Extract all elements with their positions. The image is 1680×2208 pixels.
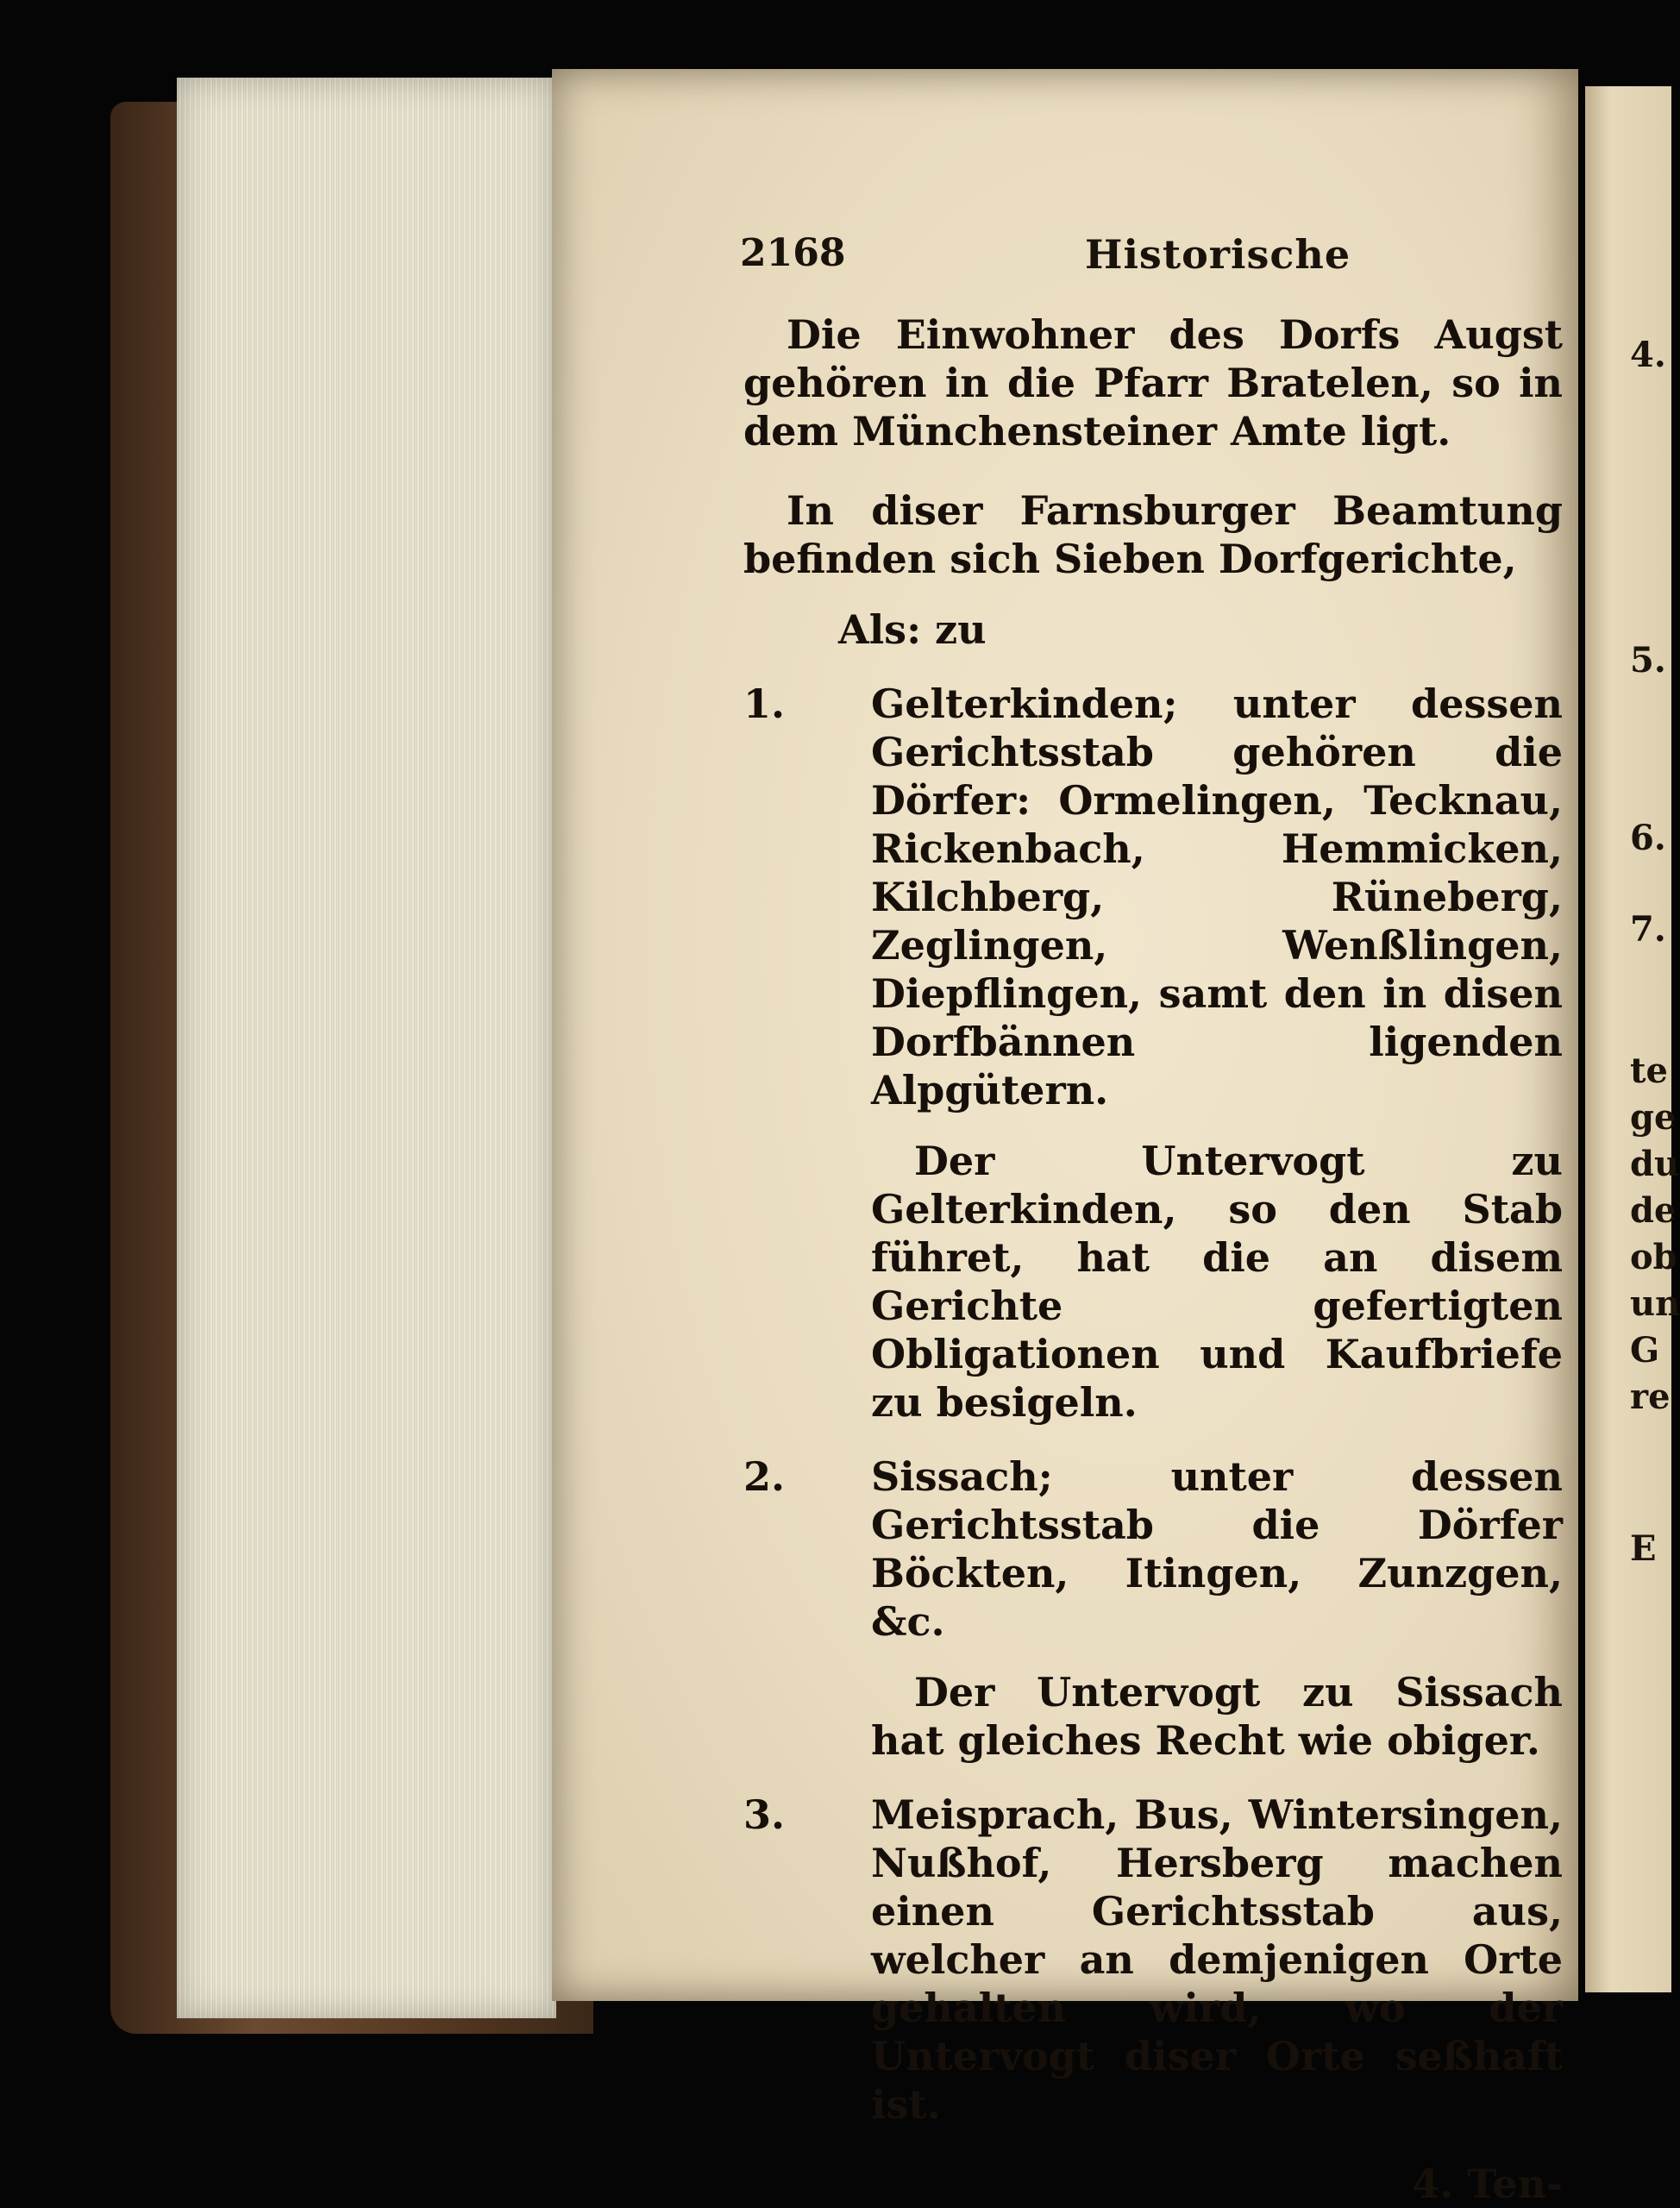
facing-page-fragment: G: [1630, 1330, 1660, 1371]
page-number: 2168: [740, 231, 846, 275]
facing-page-fragment: 6.: [1630, 818, 1666, 858]
facing-page-fragment: un: [1630, 1283, 1680, 1324]
facing-page-fragment: 4.: [1630, 335, 1666, 375]
page-header: [740, 231, 1551, 283]
facing-page-fragment: te: [1630, 1051, 1668, 1091]
page-edges: [177, 78, 556, 2018]
facing-page-fragment: ge: [1630, 1097, 1677, 1138]
item-note: Der Untervogt zu Gelterkinden, so den Stab führet, hat die an disem Gerichte gefertigten Obligationen und Kaufbriefe zu besigeln.: [871, 1138, 1563, 1426]
list-item: [743, 1452, 1563, 1646]
item-number: 3.: [743, 1791, 786, 1838]
list-intro: Als: zu: [838, 606, 987, 653]
catchword: 4. Ten-: [1412, 2161, 1563, 2207]
item-number: 1.: [743, 681, 786, 727]
facing-page-fragment: de: [1630, 1190, 1677, 1231]
running-title: Historische: [1085, 231, 1351, 278]
list-item: [743, 1791, 1563, 2129]
item-text: Meisprach, Bus, Wintersingen, Nußhof, Hersberg machen einen Gerichtsstab aus, welcher an demjenigen Orte gehalten wird, wo der Untervogt diser Orte seßhaft ist.: [871, 1791, 1563, 2128]
facing-page-fragment: 7.: [1630, 909, 1666, 950]
facing-page-fragment: du: [1630, 1144, 1680, 1184]
facing-page-fragment: ob: [1630, 1237, 1677, 1277]
item-text: Sissach; unter dessen Gerichtsstab die Dörfer Böckten, Itingen, Zunzgen, &c.: [871, 1453, 1563, 1645]
facing-page-fragment: 5.: [1630, 640, 1666, 681]
list-item: [743, 680, 1563, 1114]
facing-page-fragment: re: [1630, 1377, 1671, 1417]
page-body: [743, 310, 1563, 2208]
paragraph: In diser Farnsburger Beamtung befinden sich Sieben Dorfgerichte,: [743, 487, 1563, 582]
item-text: Gelterkinden; unter dessen Gerichtsstab gehören die Dörfer: Ormelingen, Tecknau, Rickenbach, Hemmicken, Kilchberg, Rüneberg, Zeglingen, Wenßlingen, Diepflingen, samt den in disen Dorfbännen ligenden Alpgütern.: [871, 681, 1563, 1113]
item-note: Der Untervogt zu Sissach hat gleiches Recht wie obiger.: [871, 1669, 1563, 1764]
item-number: 2.: [743, 1453, 786, 1500]
facing-page-fragment: E: [1630, 1528, 1657, 1569]
paragraph: Die Einwohner des Dorfs Augst gehören in die Pfarr Bratelen, so in dem Münchensteiner Amte ligt.: [743, 311, 1563, 455]
